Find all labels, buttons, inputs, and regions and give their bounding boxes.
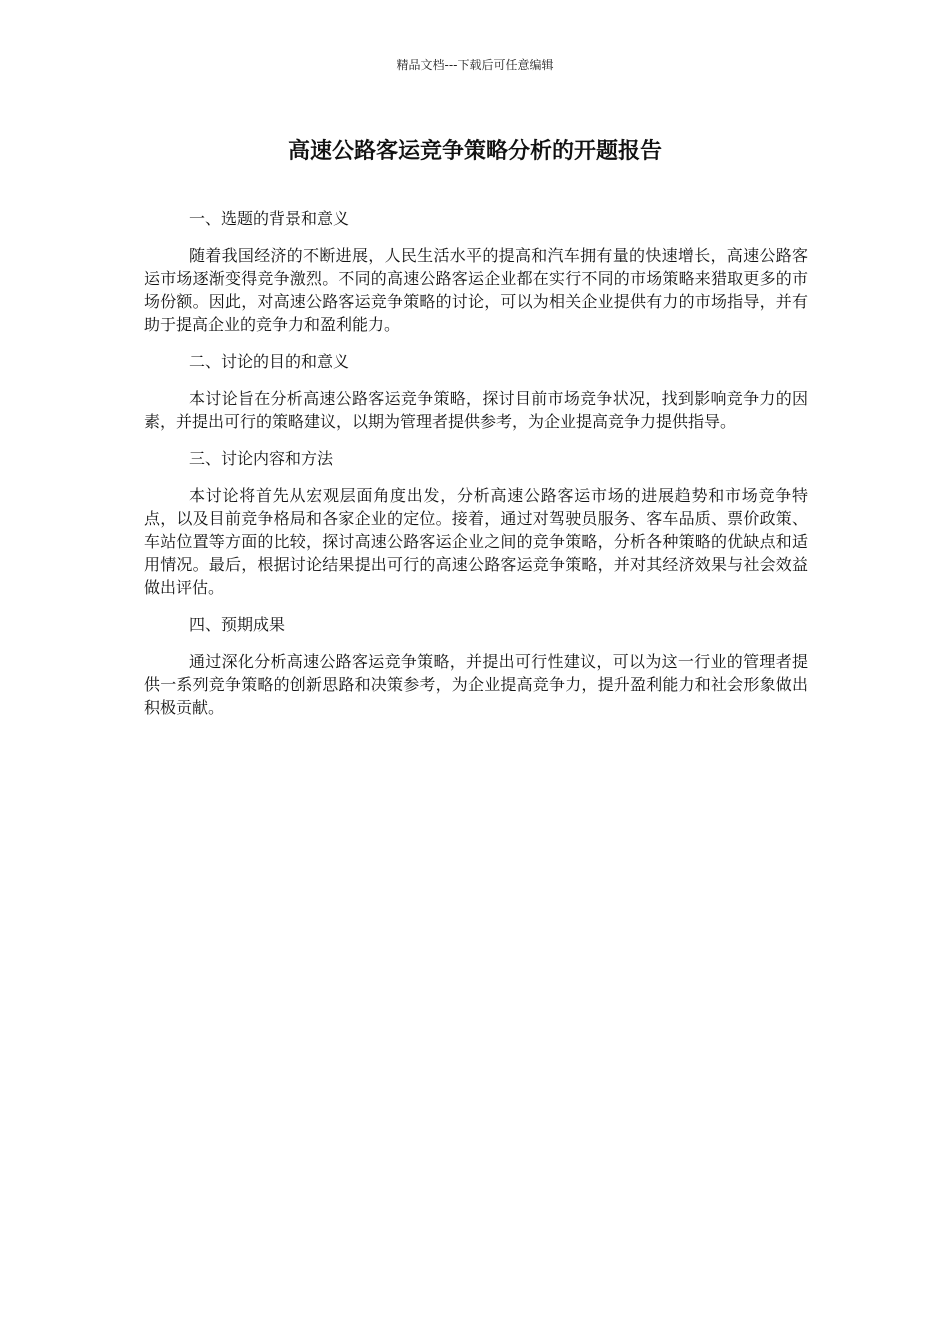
document-title: 高速公路客运竞争策略分析的开题报告 [287,139,662,164]
section-heading: 二、讨论的目的和意义 [189,352,350,371]
section-heading: 四、预期成果 [189,615,286,634]
header-note: 精品文档---下载后可任意编辑 [396,58,554,72]
section-heading: 三、讨论内容和方法 [189,449,334,468]
section-heading: 一、选题的背景和意义 [189,209,350,228]
section-background [144,207,808,336]
section-expected-results [144,613,808,719]
section-paragraph: 本讨论将首先从宏观层面角度出发，分析高速公路客运市场的进展趋势和市场竞争特点，以及目前竞争格局和各家企业的定位。接着，通过对驾驶员服务、客车品质、票价政策、车站位置等方面的比较，探讨高速公路客运企业之间的竞争策略，分析各种策略的优缺点和适用情况。最后，根据讨论结果提出可行的高速公路客运竞争策略，并对其经济效果与社会效益做出评估。 [144,486,808,597]
section-paragraph: 本讨论旨在分析高速公路客运竞争策略，探讨目前市场竞争状况，找到影响竞争力的因素，并提出可行的策略建议，以期为管理者提供参考，为企业提高竞争力提供指导。 [144,389,808,431]
section-purpose [144,350,808,433]
section-paragraph: 通过深化分析高速公路客运竞争策略，并提出可行性建议，可以为这一行业的管理者提供一系列竞争策略的创新思路和决策参考，为企业提高竞争力，提升盈利能力和社会形象做出积极贡献。 [144,652,808,717]
section-methods [144,447,808,599]
document-body [144,207,808,733]
section-paragraph: 随着我国经济的不断进展，人民生活水平的提高和汽车拥有量的快速增长，高速公路客运市场逐渐变得竞争激烈。不同的高速公路客运企业都在实行不同的市场策略来猎取更多的市场份额。因此，对高速公路客运竞争策略的讨论，可以为相关企业提供有力的市场指导，并有助于提高企业的竞争力和盈利能力。 [144,246,808,334]
